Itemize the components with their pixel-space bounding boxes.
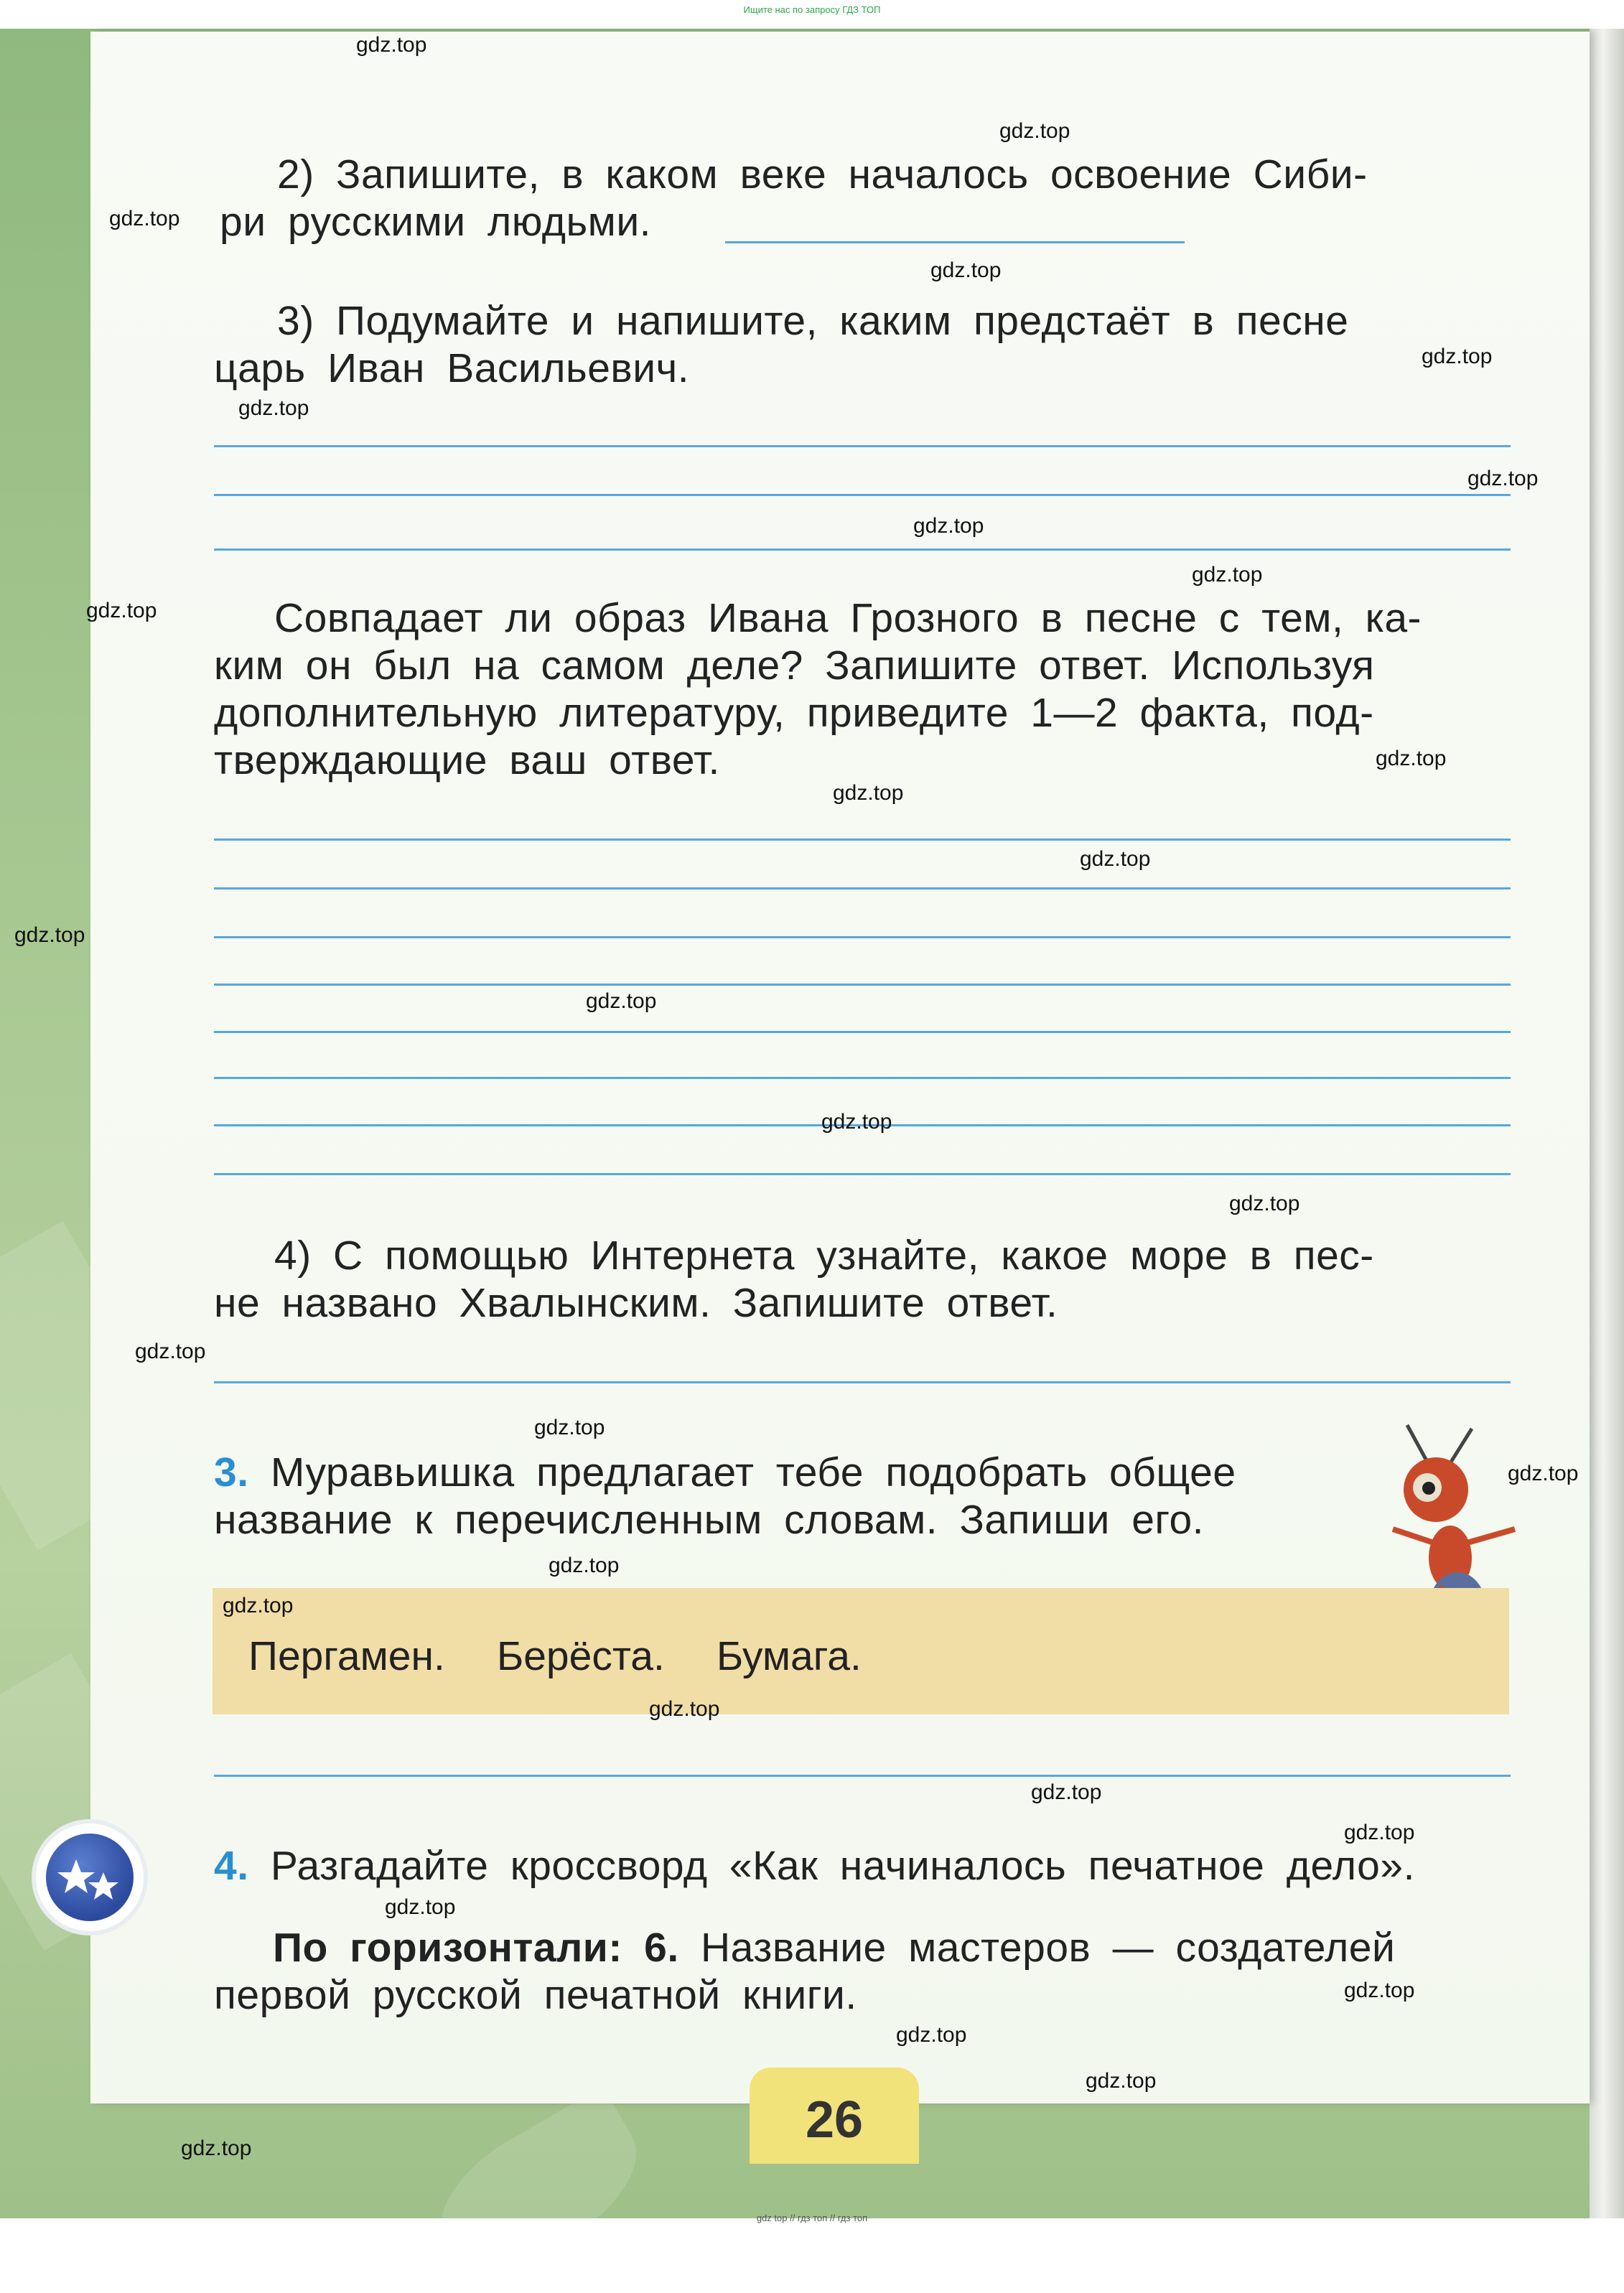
answer-line[interactable]: [214, 494, 1511, 496]
task-4-text: Разгадайте кроссворд «Как начиналось печатное дело».: [270, 1843, 1415, 1889]
question-image-line-3: дополнительную литературу, приведите 1—2 факта, под-: [214, 690, 1374, 736]
watermark: gdz.top: [1508, 1462, 1579, 1485]
watermark: gdz.top: [223, 1594, 294, 1617]
watermark: gdz.top: [356, 33, 427, 57]
word-item: Бумага.: [716, 1633, 862, 1679]
question-image-line-4: тверждающие ваш ответ.: [214, 737, 720, 783]
answer-line[interactable]: [214, 887, 1511, 889]
answer-line[interactable]: [214, 936, 1511, 938]
watermark: gdz.top: [1080, 847, 1151, 871]
task-4-line-1: [214, 1842, 1415, 1890]
watermark: gdz.top: [930, 258, 1002, 282]
page-number-tab: [750, 2068, 919, 2164]
watermark: gdz.top: [385, 1895, 456, 1919]
task-3-number: 3.: [214, 1449, 249, 1495]
question-image-line-1: Совпадает ли образ Ивана Грозного в песне с тем, ка-: [274, 595, 1422, 641]
watermark: gdz.top: [999, 119, 1070, 143]
page-number: 26: [805, 2091, 864, 2149]
task-3-text: Муравьишка предлагает тебе подобрать общее: [270, 1449, 1236, 1495]
question-3-line-2: царь Иван Васильевич.: [214, 345, 690, 391]
watermark: gdz.top: [913, 514, 984, 538]
question-4-line-1: 4) С помощью Интернета узнайте, какое море в пес-: [274, 1233, 1374, 1279]
answer-line[interactable]: [214, 984, 1511, 986]
watermark: gdz.top: [821, 1110, 892, 1134]
watermark: gdz.top: [14, 923, 85, 947]
task-4-line-2: [273, 1924, 1395, 1971]
question-image-line-2: ким он был на самом деле? Запишите ответ. Используя: [214, 643, 1375, 688]
answer-line[interactable]: [214, 839, 1511, 841]
watermark: gdz.top: [238, 396, 309, 420]
answer-line[interactable]: [214, 1031, 1511, 1033]
horizontal-label: По горизонтали: 6.: [273, 1925, 679, 1971]
watermark: gdz.top: [1467, 467, 1539, 490]
stars-icon: [46, 1834, 134, 1921]
word-list: [248, 1633, 913, 1680]
watermark: gdz.top: [109, 207, 180, 230]
watermark: gdz.top: [586, 989, 657, 1013]
watermark: gdz.top: [649, 1697, 720, 1721]
task-3-line-2: название к перечисленным словам. Запиши его.: [214, 1497, 1204, 1543]
watermark: gdz.top: [833, 781, 904, 805]
watermark: gdz.top: [1376, 747, 1447, 770]
watermark: gdz.top: [534, 1416, 605, 1439]
word-item: Пергамен.: [248, 1633, 445, 1679]
task-4-clue: Название мастеров — создателей: [701, 1925, 1396, 1971]
answer-line[interactable]: [214, 1381, 1511, 1383]
question-4-line-2: не названо Хвалынским. Запишите ответ.: [214, 1280, 1058, 1326]
question-3-line-1: 3) Подумайте и напишите, каким предстаёт в песне: [277, 298, 1349, 344]
answer-line[interactable]: [214, 1775, 1511, 1777]
answer-line[interactable]: [214, 548, 1511, 551]
answer-line[interactable]: [214, 1077, 1511, 1079]
leaf-decoration: [416, 2086, 661, 2293]
watermark: gdz.top: [86, 599, 157, 622]
watermark: gdz.top: [549, 1554, 620, 1577]
watermark: gdz.top: [135, 1340, 206, 1363]
watermark: gdz.top: [1344, 1979, 1415, 2002]
page-edge: [1590, 29, 1624, 2218]
watermark: gdz.top: [896, 2023, 967, 2047]
question-2-line-2: ри русскими людьми.: [220, 199, 652, 245]
watermark: gdz.top: [1422, 345, 1493, 368]
word-item: Берёста.: [496, 1633, 665, 1679]
task-3-line-1: [214, 1449, 1236, 1496]
watermark: gdz.top: [1031, 1780, 1102, 1804]
word-list-box: [213, 1588, 1509, 1714]
star-badge-icon: [36, 1823, 144, 1931]
task-4-number: 4.: [214, 1843, 249, 1889]
header-note: Ищите нас по запросу ГДЗ ТОП: [743, 4, 881, 15]
watermark: gdz.top: [181, 2136, 252, 2160]
watermark: gdz.top: [1086, 2069, 1157, 2093]
watermark: gdz.top: [1229, 1192, 1300, 1215]
watermark: gdz.top: [1192, 563, 1263, 587]
footer-note: gdz top // гдз топ // гдз топ: [756, 2213, 868, 2223]
answer-line[interactable]: [214, 445, 1511, 447]
watermark: gdz.top: [1344, 1821, 1415, 1844]
task-4-line-3: первой русской печатной книги.: [214, 1972, 857, 2018]
answer-line[interactable]: [214, 1173, 1511, 1175]
answer-line[interactable]: [725, 241, 1185, 243]
question-2-line-1: 2) Запишите, в каком веке началось освоение Сиби-: [277, 151, 1368, 197]
